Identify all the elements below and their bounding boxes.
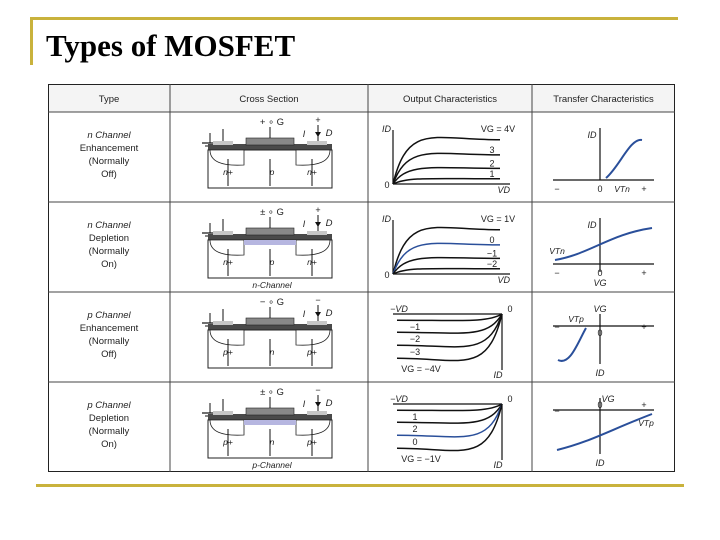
bottom-accent-line — [36, 484, 684, 487]
region-label-substrate: n — [269, 437, 275, 447]
output-curve-label: −2 — [409, 334, 421, 345]
type-label-line: n Channel — [87, 220, 131, 231]
gate-electrode — [246, 138, 294, 145]
region-label-drain: n+ — [307, 167, 317, 177]
current-label: I — [302, 399, 306, 409]
transfer-x-label: + — [641, 400, 647, 410]
source-contact — [213, 231, 233, 235]
output-curve-label: −2 — [486, 258, 498, 269]
left-accent-line — [30, 17, 33, 65]
header-cross-section: Cross Section — [239, 94, 299, 105]
output-origin: 0 — [507, 394, 513, 404]
drain-contact — [307, 231, 327, 235]
gate-label: + ∘ G — [259, 117, 285, 128]
transfer-x-axis-label: VG — [593, 278, 607, 288]
transfer-vt-label: VTp — [568, 314, 584, 324]
output-y-label: ID — [493, 370, 503, 380]
mosfet-table-figure — [48, 84, 675, 472]
region-label-substrate: n — [269, 347, 275, 357]
output-origin: 0 — [384, 270, 390, 280]
channel-label: p-Channel — [252, 460, 292, 470]
output-vg-label: VG = −1V — [401, 454, 441, 464]
output-curve-label: 3 — [489, 144, 495, 155]
output-curve-label: −1 — [486, 248, 498, 259]
type-label-line: (Normally — [88, 426, 130, 437]
transfer-x-label: − — [554, 184, 560, 194]
output-curve-label: 0 — [489, 234, 495, 245]
channel-region — [244, 240, 296, 245]
mosfet-table — [48, 84, 675, 472]
top-accent-line — [30, 17, 678, 20]
transfer-x-label: 0 — [597, 400, 603, 410]
channel-label: n-Channel — [252, 280, 292, 290]
transfer-y-label: ID — [587, 130, 597, 140]
region-label-source: p+ — [223, 347, 233, 357]
transfer-x-label: + — [641, 184, 647, 194]
gate-label: ± ∘ G — [260, 387, 284, 398]
header-transfer-characteristics: Transfer Characteristics — [553, 94, 654, 105]
type-label-line: Off) — [101, 349, 117, 360]
region-label-drain: p+ — [307, 347, 317, 357]
drain-terminal-label: D — [325, 128, 333, 139]
type-label-line: (Normally — [88, 246, 130, 257]
transfer-x-label: + — [641, 322, 647, 332]
header-type: Type — [98, 94, 120, 105]
output-x-label: VD — [497, 185, 510, 195]
output-x-label: −VD — [390, 394, 408, 404]
output-x-label: −VD — [390, 304, 408, 314]
drain-polarity-label: + — [315, 205, 321, 215]
output-curve-label: 2 — [412, 424, 418, 435]
type-label-line: (Normally — [88, 336, 130, 347]
region-label-source: p+ — [223, 437, 233, 447]
type-label-line: Off) — [101, 169, 117, 180]
drain-terminal-label: D — [325, 308, 333, 319]
transfer-x-axis-label: VG — [593, 304, 607, 314]
transfer-x-axis-label: VG — [601, 394, 615, 404]
drain-polarity-label: + — [315, 115, 321, 125]
drain-contact — [307, 141, 327, 145]
transfer-y-label: ID — [587, 220, 597, 230]
output-curve-label: −1 — [409, 322, 421, 333]
current-label: I — [302, 219, 306, 229]
output-curve-label: 2 — [489, 158, 495, 169]
transfer-x-label: 0 — [597, 268, 603, 278]
source-contact — [213, 411, 233, 415]
output-curve-label: 1 — [489, 168, 495, 179]
source-contact — [213, 321, 233, 325]
output-vg-label: VG = 4V — [480, 124, 516, 134]
type-label-line: Depletion — [88, 233, 130, 244]
gate-electrode — [246, 228, 294, 235]
gate-electrode — [246, 408, 294, 415]
gate-label: ± ∘ G — [260, 207, 284, 218]
region-label-source: n+ — [223, 257, 233, 267]
output-vg-label: VG = 1V — [480, 214, 516, 224]
transfer-vt-label: VTn — [614, 184, 630, 194]
type-label-line: p Channel — [87, 400, 131, 411]
transfer-x-label: − — [554, 322, 560, 332]
header-output-characteristics: Output Characteristics — [403, 94, 497, 105]
drain-contact — [307, 321, 327, 325]
gate-label: − ∘ G — [259, 297, 285, 308]
drain-terminal-label: D — [325, 218, 333, 229]
transfer-x-label: − — [554, 268, 560, 278]
slide-title: Types of MOSFET — [46, 28, 296, 63]
drain-polarity-label: − — [315, 385, 321, 395]
table-border — [49, 85, 675, 472]
transfer-y-label: ID — [595, 458, 605, 468]
output-vg-label: VG = −4V — [401, 364, 441, 374]
drain-polarity-label: − — [315, 295, 321, 305]
output-y-label: ID — [382, 124, 391, 134]
output-y-label: ID — [493, 460, 503, 470]
channel-region — [244, 420, 296, 425]
output-origin: 0 — [507, 304, 513, 314]
type-label-line: (Normally — [88, 156, 130, 167]
transfer-x-label: 0 — [597, 328, 603, 338]
drain-terminal-label: D — [325, 398, 333, 409]
type-label-line: Enhancement — [79, 323, 139, 334]
transfer-x-label: 0 — [597, 184, 603, 194]
transfer-vt-label: VTn — [549, 246, 565, 256]
output-curve-label: 1 — [412, 412, 418, 423]
output-curve-label: −3 — [409, 347, 421, 358]
transfer-x-label: + — [641, 268, 647, 278]
output-y-label: ID — [382, 214, 391, 224]
region-label-substrate: p — [269, 257, 275, 267]
output-x-label: VD — [497, 275, 510, 285]
type-label-line: On) — [101, 259, 117, 270]
region-label-drain: p+ — [307, 437, 317, 447]
output-origin: 0 — [384, 180, 390, 190]
output-curve-label: 0 — [412, 437, 418, 448]
type-label-line: Depletion — [88, 413, 130, 424]
region-label-substrate: p — [269, 167, 275, 177]
type-label-line: Enhancement — [79, 143, 139, 154]
transfer-x-label: − — [554, 406, 560, 416]
drain-contact — [307, 411, 327, 415]
transfer-vt-label: VTp — [638, 418, 654, 428]
region-label-drain: n+ — [307, 257, 317, 267]
current-label: I — [302, 129, 306, 139]
type-label-line: n Channel — [87, 130, 131, 141]
type-label-line: On) — [101, 439, 117, 450]
transfer-y-label: ID — [595, 368, 605, 378]
current-label: I — [302, 309, 306, 319]
source-contact — [213, 141, 233, 145]
region-label-source: n+ — [223, 167, 233, 177]
gate-electrode — [246, 318, 294, 325]
type-label-line: p Channel — [87, 310, 131, 321]
